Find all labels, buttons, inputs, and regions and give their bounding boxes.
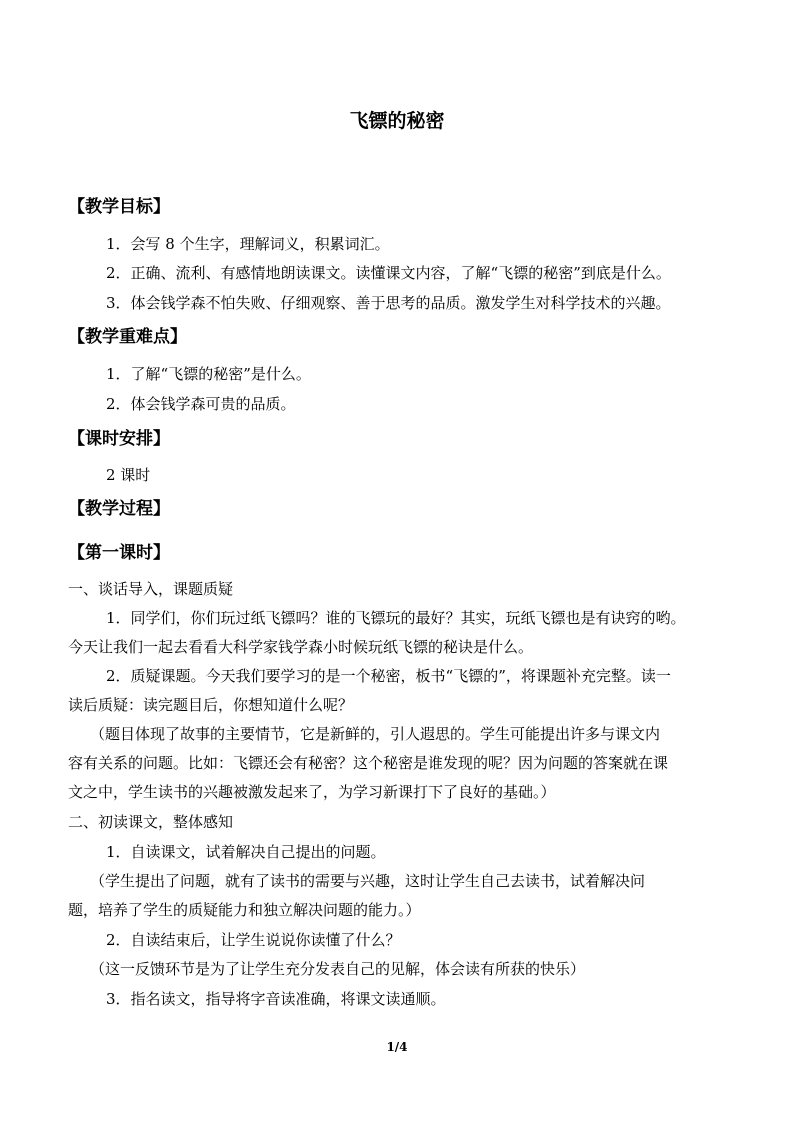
part2-para3: 2．自读结束后，让学生说说你读懂了什么？ xyxy=(106,931,401,949)
section-heading-schedule: 【课时安排】 xyxy=(68,429,170,449)
page-number: 1/4 xyxy=(386,1040,408,1054)
part1-para3-line2: 容有关系的问题。比如：飞镖还会有秘密？这个秘密是谁发现的呢？因为问题的答案就在课 xyxy=(68,754,669,772)
part2-para2-line2: 题，培养了学生的质疑能力和独立解决问题的能力。） xyxy=(68,901,421,919)
key-point-item-2: 2．体会钱学森可贵的品质。 xyxy=(106,395,296,413)
part1-para2-line1: 2．质疑课题。今天我们要学习的是一个秘密，板书“飞镖的”，将课题补充完整。读一 xyxy=(106,667,671,685)
part1-para3-line1: （题目体现了故事的主要情节，它是新鲜的，引人遐思的。学生可能提出许多与课文内 xyxy=(90,725,661,743)
part1-para1-line1: 1．同学们，你们玩过纸飞镖吗？谁的飞镖玩的最好？其实，玩纸飞镖也是有诀窍的哟。 xyxy=(106,609,686,627)
part2-heading: 二、初读课文，整体感知 xyxy=(68,813,234,831)
part2-para4: （这一反馈环节是为了让学生充分发表自己的见解，体会读有所获的快乐） xyxy=(90,960,586,978)
part1-para3-line3: 文之中，学生读书的兴趣被激发起来了，为学习新课打下了良好的基础。） xyxy=(68,783,556,801)
objective-item-1: 1．会写 8 个生字，理解词义，积累词汇。 xyxy=(106,235,390,253)
section-heading-process: 【教学过程】 xyxy=(68,499,170,519)
part2-para1: 1．自读课文，试着解决自己提出的问题。 xyxy=(106,843,386,861)
part1-para1-line2: 今天让我们一起去看看大科学家钱学森小时候玩纸飞镖的秘诀是什么。 xyxy=(68,638,534,656)
objective-item-2: 2．正确、流利、有感情地朗读课文。读懂课文内容，了解“飞镖的秘密”到底是什么。 xyxy=(106,264,671,282)
schedule-text: 2 课时 xyxy=(106,466,151,484)
section-heading-key-points: 【教学重难点】 xyxy=(68,327,187,347)
part1-heading: 一、谈话导入，课题质疑 xyxy=(68,580,234,598)
part2-para2-line1: （学生提出了问题，就有了读书的需要与兴趣，这时让学生自己去读书，试着解决问 xyxy=(90,872,646,890)
section-heading-first-lesson: 【第一课时】 xyxy=(68,543,170,563)
part2-para5: 3．指名读文，指导将字音读准确，将课文读通顺。 xyxy=(106,990,446,1008)
page-title: 飞镖的秘密 xyxy=(349,110,445,132)
part1-para2-line2: 读后质疑：读完题目后，你想知道什么呢？ xyxy=(68,696,354,714)
section-heading-objectives: 【教学目标】 xyxy=(68,197,170,217)
objective-item-3: 3．体会钱学森不怕失败、仔细观察、善于思考的品质。激发学生对科学技术的兴趣。 xyxy=(106,294,671,312)
key-point-item-1: 1．了解“飞镖的秘密”是什么。 xyxy=(106,365,311,383)
